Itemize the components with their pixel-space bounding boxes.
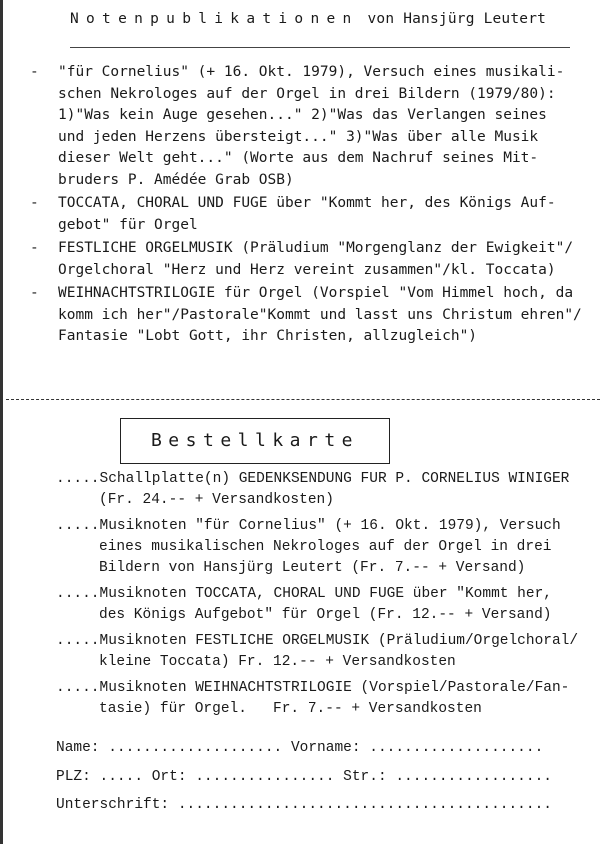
order-form bbox=[56, 734, 552, 820]
text-line: Fantasie "Lobt Gott, ihr Christen, allzugleich") bbox=[58, 328, 478, 344]
order-line: .....Musiknoten TOCCATA, CHORAL UND FUGE über "Kommt her, bbox=[56, 586, 552, 602]
order-item[interactable] bbox=[56, 516, 586, 579]
text-line: Orgelchoral "Herz und Herz vereint zusammen"/kl. Toccata) bbox=[58, 261, 556, 278]
text-line: und jeden Herzens übersteigt..." 3)"Was über alle Musik bbox=[58, 128, 539, 145]
item-text bbox=[58, 283, 582, 348]
order-item[interactable] bbox=[56, 631, 586, 673]
text-line: komm ich her"/Pastorale"Kommt und lasst uns Christum ehren"/ bbox=[58, 306, 582, 323]
bullet-dash: - bbox=[30, 195, 39, 211]
page-title bbox=[70, 11, 546, 27]
bullet-dash: - bbox=[30, 285, 39, 301]
item-text bbox=[58, 62, 564, 191]
text-line: TOCCATA, CHORAL UND FUGE über "Kommt her, des Königs Auf- bbox=[58, 195, 556, 211]
order-card-title: Bestellkarte bbox=[120, 418, 390, 464]
item-text bbox=[58, 193, 556, 236]
list-item bbox=[30, 193, 590, 236]
form-field-line[interactable]: Unterschrift: ........................................... bbox=[56, 797, 552, 813]
order-line: des Königs Aufgebot" für Orgel (Fr. 12.-- + Versand) bbox=[99, 607, 552, 623]
list-item bbox=[30, 238, 590, 281]
bullet-dash: - bbox=[30, 240, 39, 256]
publication-list bbox=[30, 62, 590, 350]
text-line: dieser Welt geht..." (Worte aus dem Nachruf seines Mit- bbox=[58, 150, 539, 166]
order-line: .....Schallplatte(n) GEDENKSENDUNG FUR P. CORNELIUS WINIGER bbox=[56, 471, 570, 487]
list-item bbox=[30, 283, 590, 348]
order-line: tasie) für Orgel. Fr. 7.-- + Versandkosten bbox=[99, 701, 482, 717]
item-text bbox=[58, 238, 573, 281]
text-line: FESTLICHE ORGELMUSIK (Präludium "Morgenglanz der Ewigkeit"/ bbox=[58, 240, 574, 256]
title-spaced: Notenpublikationen bbox=[70, 11, 359, 27]
cut-line bbox=[6, 399, 600, 400]
bullet-dash: - bbox=[30, 64, 39, 80]
text-line: schen Nekrologes auf der Orgel in drei Bildern (1979/80): bbox=[58, 85, 556, 102]
order-line: eines musikalischen Nekrologes auf der Orgel in drei bbox=[99, 539, 552, 555]
order-item[interactable] bbox=[56, 584, 586, 626]
list-item bbox=[30, 62, 590, 191]
text-line: WEIHNACHTSTRILOGIE für Orgel (Vorspiel "Vom Himmel hoch, da bbox=[58, 285, 574, 301]
order-line: (Fr. 24.-- + Versandkosten) bbox=[99, 492, 334, 508]
form-field-line[interactable]: PLZ: ..... Ort: ................ Str.: .................. bbox=[56, 768, 552, 785]
text-line: bruders P. Amédée Grab OSB) bbox=[58, 171, 294, 188]
title-underline bbox=[70, 47, 570, 48]
order-line: .....Musiknoten "für Cornelius" (+ 16. Okt. 1979), Versuch bbox=[56, 518, 561, 534]
title-author: von Hansjürg Leutert bbox=[358, 11, 547, 27]
order-item[interactable] bbox=[56, 678, 586, 720]
order-line: kleine Toccata) Fr. 12.-- + Versandkosten bbox=[99, 654, 456, 670]
scan-edge bbox=[0, 0, 3, 844]
order-list bbox=[56, 469, 586, 725]
text-line: "für Cornelius" (+ 16. Okt. 1979), Versuch eines musikali- bbox=[58, 64, 565, 80]
order-item[interactable] bbox=[56, 469, 586, 511]
form-field-line[interactable]: Name: .................... Vorname: .................... bbox=[56, 740, 544, 756]
text-line: gebot" für Orgel bbox=[58, 216, 198, 233]
order-line: Bildern von Hansjürg Leutert (Fr. 7.-- + Versand) bbox=[99, 560, 526, 576]
order-line: .....Musiknoten FESTLICHE ORGELMUSIK (Präludium/Orgelchoral/ bbox=[56, 633, 579, 649]
order-line: .....Musiknoten WEIHNACHTSTRILOGIE (Vorspiel/Pastorale/Fan- bbox=[56, 680, 570, 696]
text-line: 1)"Was kein Auge gesehen..." 2)"Was das Verlangen seines bbox=[58, 107, 547, 123]
